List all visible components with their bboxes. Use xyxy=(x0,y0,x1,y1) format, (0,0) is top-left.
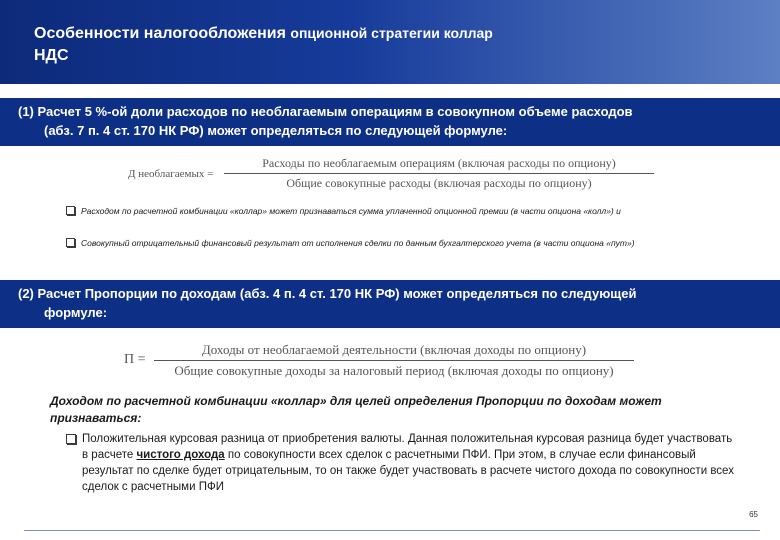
section-1-line1: (1) Расчет 5 %-ой доли расходов по необлагаемым операциям в совокупном объеме расходов xyxy=(18,104,633,119)
income-bullet-part2: по совокупности всех сделок с расчетными ПФИ. При этом, в случае если финансовый результат по сделке будет отрицательным, то он также будет участвовать в расчете чистого дохода по совокупности всех сделок с расчетными ПФИ xyxy=(82,449,734,493)
formula-1-lhs: Д необлагаемых = xyxy=(128,168,214,180)
income-bullet-text xyxy=(82,431,736,495)
checkbox-bullet-icon xyxy=(66,238,75,247)
formula-2-numerator: Доходы от необлагаемой деятельности (включая доходы по опциону) xyxy=(201,342,587,357)
checkbox-bullet-icon xyxy=(66,434,76,444)
title-main: Особенности налогообложения xyxy=(34,25,286,42)
formula-2-denominator: Общие совокупные доходы за налоговый период (включая доходы по опциону) xyxy=(174,363,614,378)
small-bullet-2 xyxy=(66,237,746,249)
income-bullet xyxy=(66,431,736,495)
section-2-line2: формуле: xyxy=(44,305,108,320)
formula-2-lhs: П = xyxy=(124,352,146,367)
slide-header xyxy=(0,0,780,84)
section-1-band xyxy=(0,98,780,146)
title-line2: НДС xyxy=(34,47,69,64)
formula-2-fraction xyxy=(154,342,634,379)
formula-1-fraction xyxy=(224,156,654,191)
slide-title xyxy=(34,22,493,67)
section-2-line1: (2) Расчет Пропорции по доходам (абз. 4 п. 4 ст. 170 НК РФ) может определяться по следующей xyxy=(18,286,637,301)
checkbox-bullet-icon xyxy=(66,206,75,215)
income-bullet-part1: Положительная курсовая разница от приобретения валюты. Данная положительная курсовая разница будет участвовать в расчете xyxy=(82,433,733,461)
page-number: 65 xyxy=(749,510,758,519)
income-heading: Доходом по расчетной комбинации «коллар» для целей определения Пропорции по доходам может признаваться: xyxy=(50,394,662,425)
small-bullet-1 xyxy=(66,205,746,217)
small-bullet-2-text: Совокупный отрицательный финансовый результат от исполнения сделки по данным бухгалтерского учета (в части опциона «пут») xyxy=(81,238,635,248)
formula-1-denominator: Общие совокупные расходы (включая расходы по опциону) xyxy=(286,176,592,190)
title-small: опционной стратегии коллар xyxy=(290,25,493,41)
section-2-band xyxy=(0,280,780,328)
income-bullet-underlined: чистого дохода xyxy=(136,449,225,461)
small-bullet-1-text: Расходом по расчетной комбинации «коллар» может признаваться сумма уплаченной опционной премии (в части опциона «колл») и xyxy=(81,206,621,216)
formula-1-numerator: Расходы по необлагаемым операциям (включая расходы по опциону) xyxy=(262,156,616,170)
section-1-line2: (абз. 7 п. 4 ст. 170 НК РФ) может определяться по следующей формуле: xyxy=(44,123,508,138)
footer-divider xyxy=(24,530,760,531)
